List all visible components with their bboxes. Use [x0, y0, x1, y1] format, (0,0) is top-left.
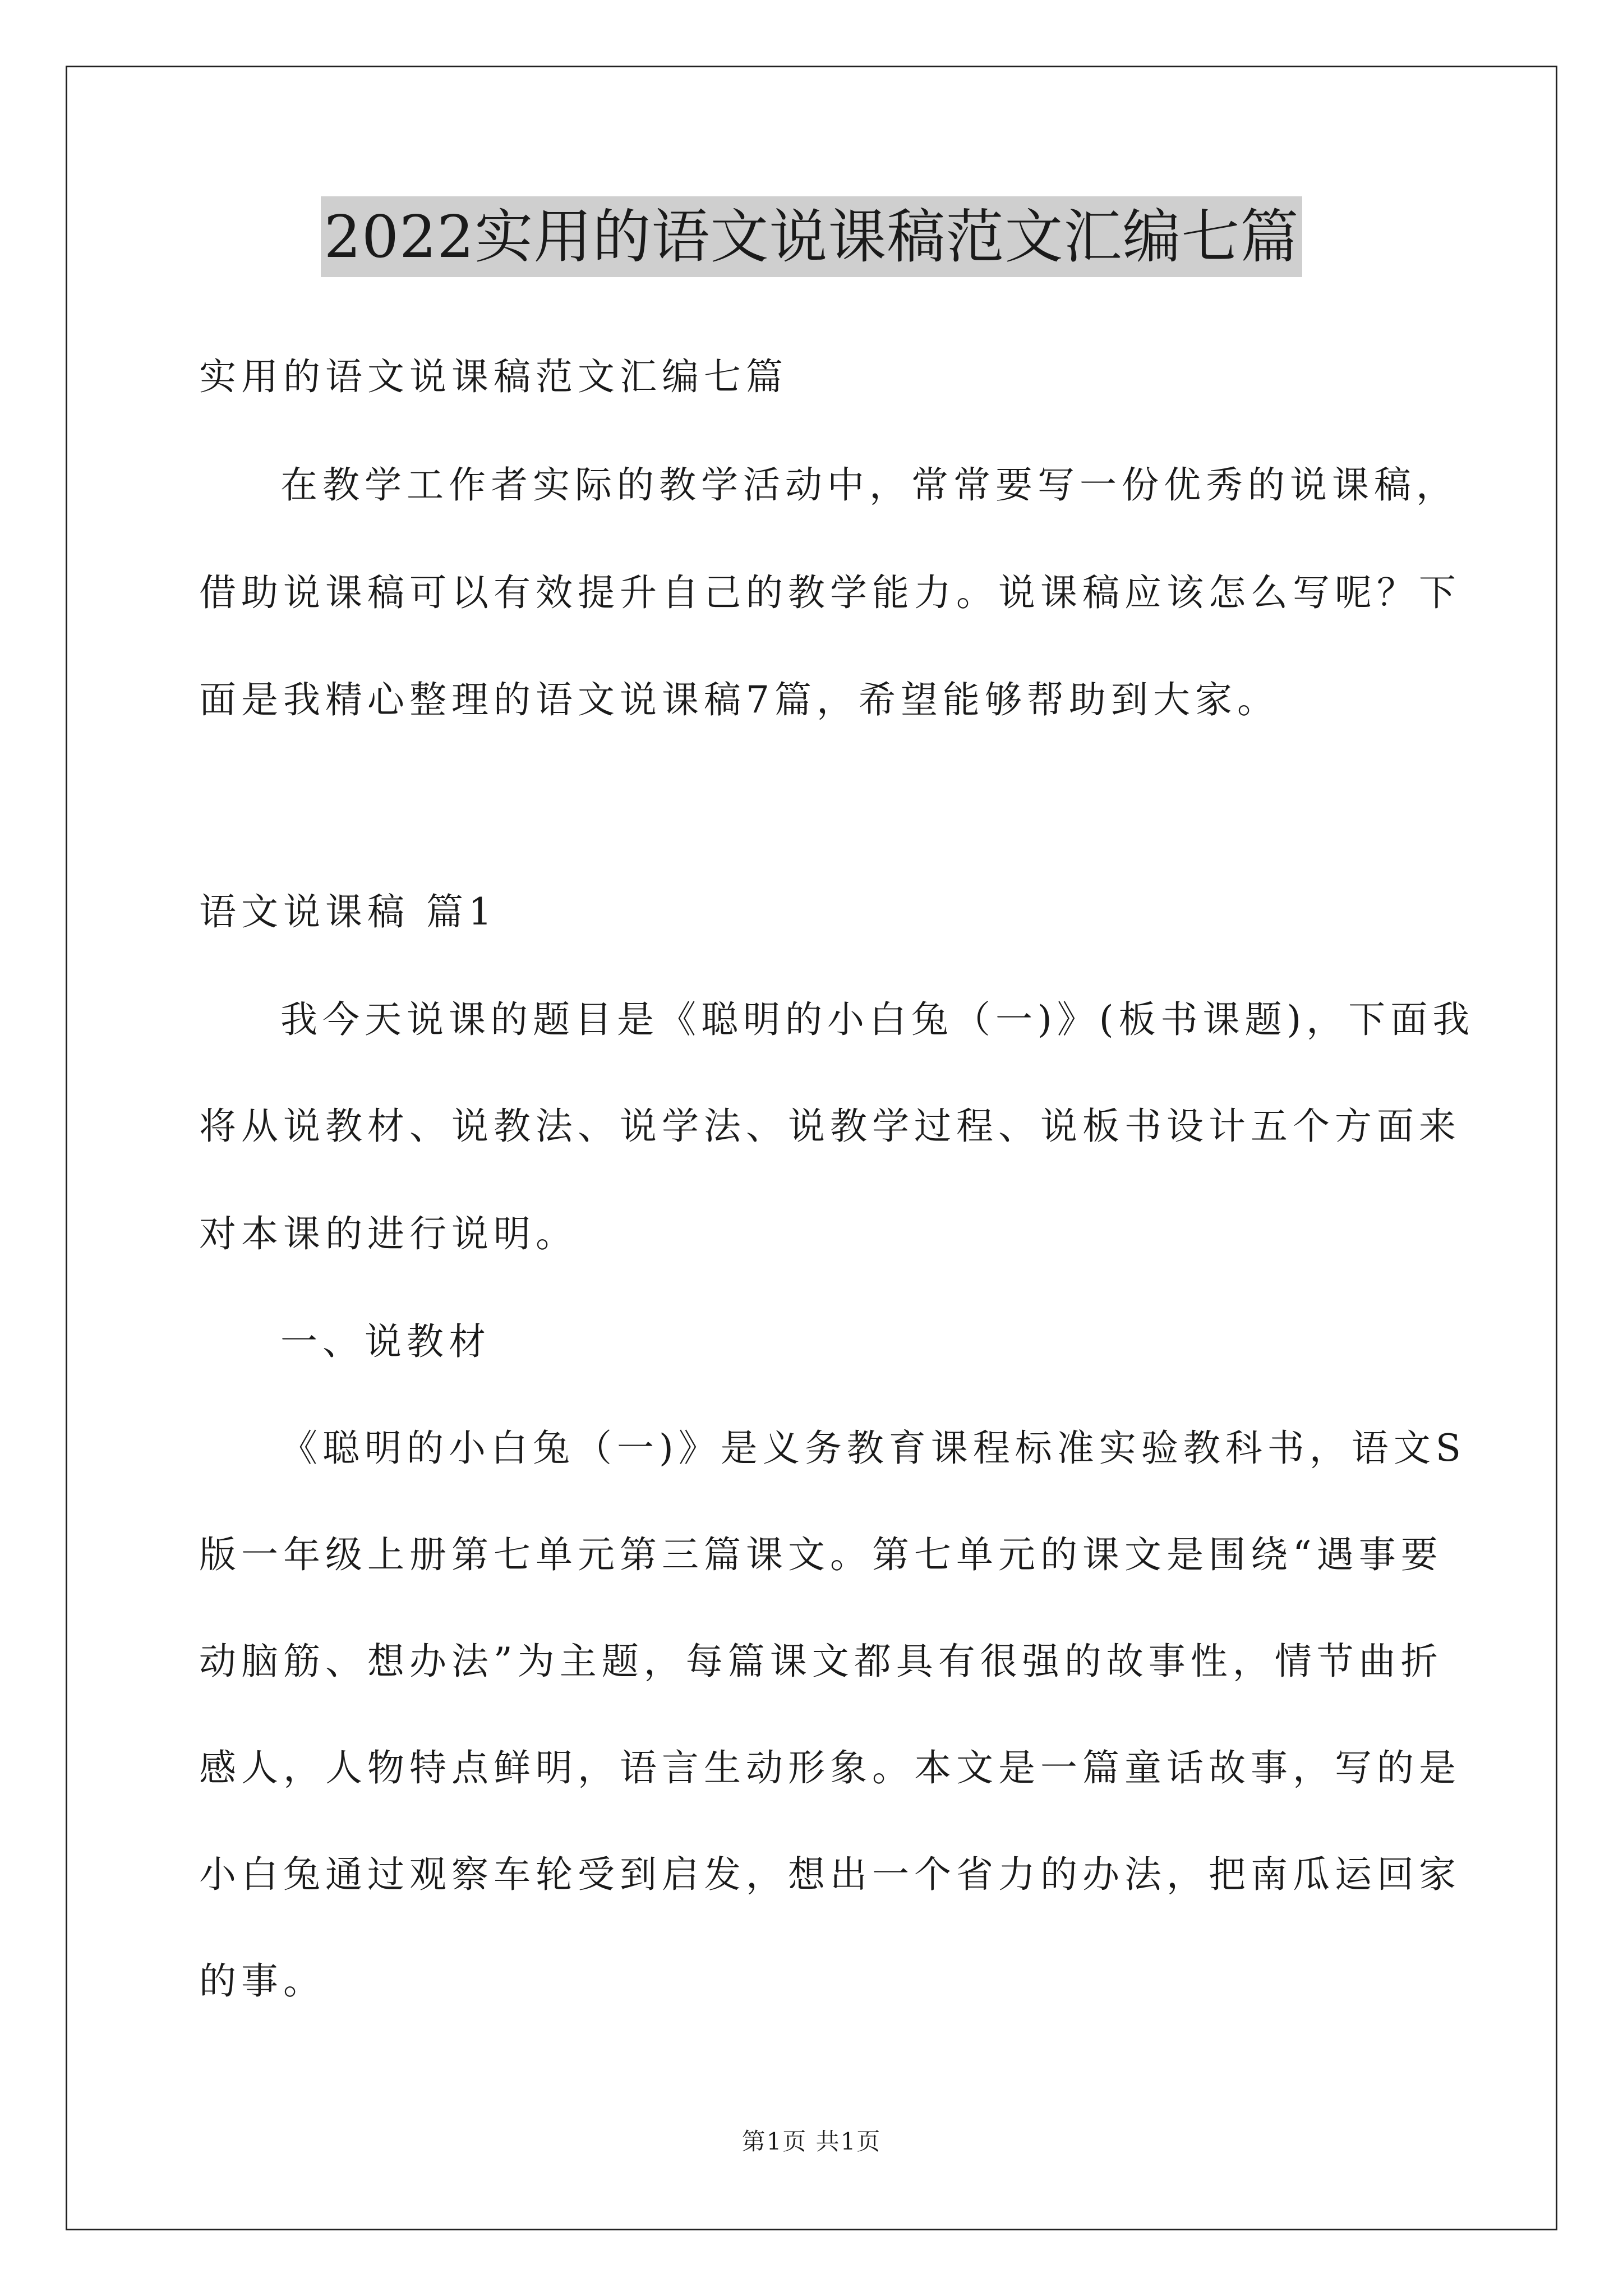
para1-line-3: 对本课的进行说明。 — [199, 1212, 578, 1255]
para1-line-2: 将从说教材、说教法、说学法、说教学过程、说板书设计五个方面来 — [199, 1105, 1461, 1148]
title-container — [0, 196, 1623, 277]
para2-line-5: 小白兔通过观察车轮受到启发，想出一个省力的办法，把南瓜运回家 — [199, 1853, 1461, 1896]
intro-line-2: 借助说课稿可以有效提升自己的教学能力。说课稿应该怎么写呢？下 — [199, 571, 1461, 614]
para2-line-3: 动脑筋、想办法”为主题，每篇课文都具有很强的故事性，情节曲折 — [199, 1640, 1443, 1683]
para2-line-4: 感人，人物特点鲜明，语言生动形象。本文是一篇童话故事，写的是 — [199, 1746, 1461, 1789]
para2-line-1: 《聪明的小白兔（一)》是义务教育课程标准实验教科书，语文S — [280, 1427, 1466, 1470]
section-heading: 语文说课稿 篇1 — [199, 890, 497, 933]
page-footer: 第1页 共1页 — [741, 2128, 882, 2155]
intro-line-1: 在教学工作者实际的教学活动中，常常要写一份优秀的说课稿， — [280, 463, 1458, 507]
para2-line-6: 的事。 — [199, 1959, 325, 2003]
para2-line-2: 版一年级上册第七单元第三篇课文。第七单元的课文是围绕“遇事要 — [199, 1533, 1443, 1576]
document-title: 2022实用的语文说课稿范文汇编七篇 — [321, 196, 1303, 277]
para1-line-1: 我今天说课的题目是《聪明的小白兔（一)》(板书课题)，下面我 — [280, 998, 1475, 1041]
subheading: 一、说教材 — [280, 1320, 491, 1363]
document-subtitle: 实用的语文说课稿范文汇编七篇 — [199, 355, 788, 398]
intro-line-3: 面是我精心整理的语文说课稿7篇，希望能够帮助到大家。 — [199, 678, 1279, 721]
